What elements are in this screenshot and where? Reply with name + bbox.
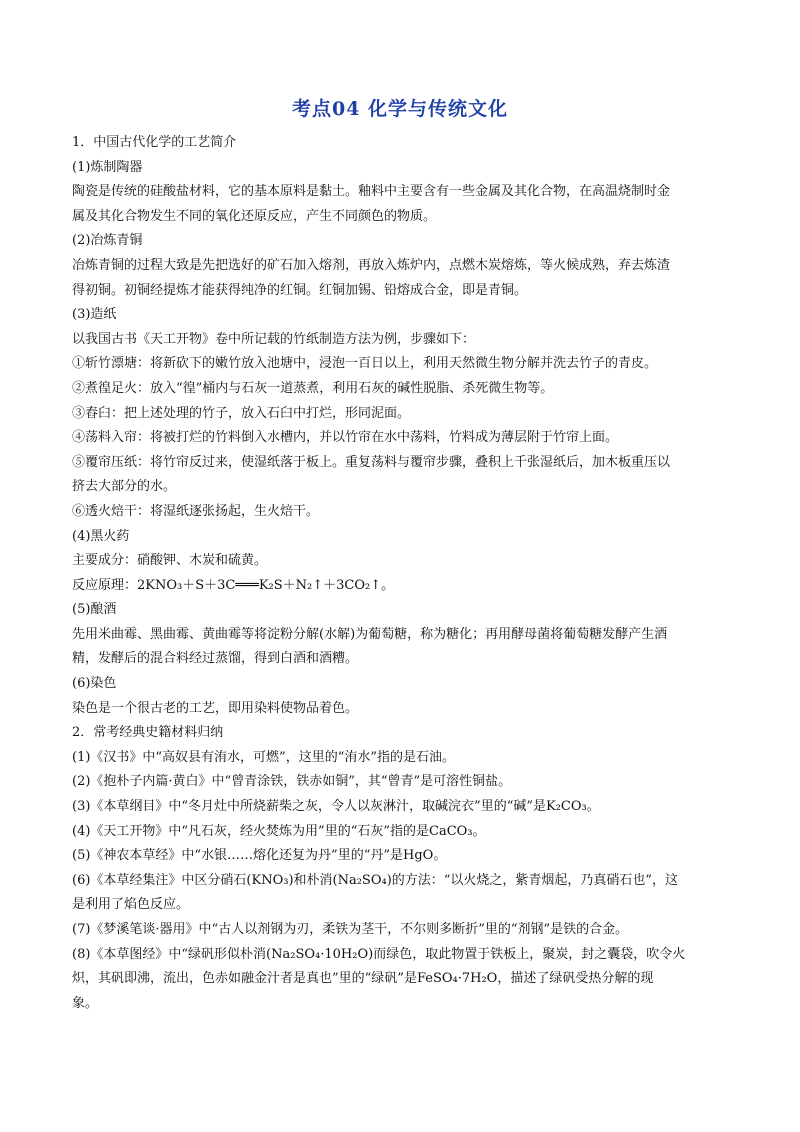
- text-line: 以我国古书《天工开物》卷中所记载的竹纸制造方法为例，步骤如下：: [72, 331, 476, 347]
- text-line: 炽，其矾即沸，流出，色赤如融金汁者是真也”里的“绿矾”是FeSO₄·7H₂O，描述了绿矾受热分解的现: [72, 971, 654, 987]
- text-line: 主要成分：硝酸钾、木炭和硫黄。: [72, 553, 268, 569]
- text-line: (1)《汉书》中“高奴县有洧水，可燃”，这里的“洧水”指的是石油。: [72, 749, 455, 765]
- text-line: (6)染色: [72, 676, 117, 692]
- text-line: 属及其化合物发生不同的氧化还原反应，产生不同颜色的物质。: [72, 208, 437, 224]
- text-line: 是利用了焰色反应。: [72, 897, 190, 913]
- text-line: 冶炼青铜的过程大致是先把选好的矿石加入熔剂，再放入炼炉内，点燃木炭熔炼，等火候成熟，弃去炼渣: [72, 257, 671, 273]
- text-line: 2．常考经典史籍材料归纳: [72, 725, 224, 741]
- text-line: 陶瓷是传统的硅酸盐材料，它的基本原料是黏土。釉料中主要含有一些金属及其化合物，在高温烧制时金: [72, 184, 671, 200]
- text-line: 反应原理：2KNO₃＋S＋3C═══K₂S＋N₂↑＋3CO₂↑。: [72, 577, 395, 593]
- text-line: 1．中国古代化学的工艺简介: [72, 135, 237, 150]
- text-line: (3)造纸: [72, 307, 117, 323]
- text-line: 象。: [72, 995, 99, 1011]
- text-line: (4)黑火药: [72, 528, 130, 544]
- text-line: (7)《梦溪笔谈·器用》中“古人以剂钢为刃，柔铁为茎干，不尔则多断折”里的“剂钢”是铁的合金。: [72, 922, 629, 937]
- text-line: ②煮徨足火：放入“徨”桶内与石灰一道蒸煮，利用石灰的碱性脱脂、杀死微生物等。: [72, 380, 554, 396]
- text-line: (5)酿酒: [72, 602, 117, 618]
- text-line: 精，发酵后的混合料经过蒸馏，得到白酒和酒糟。: [72, 651, 359, 667]
- text-line: (5)《神农本草经》中“水银……熔化还复为丹”里的“丹”是HgO。: [72, 848, 447, 864]
- text-line: 挤去大部分的水。: [72, 479, 177, 495]
- text-line: ⑤覆帘压纸：将竹帘反过来，使湿纸落于板上。重复荡料与覆帘步骤，叠积上千张湿纸后，加木板重压以: [72, 454, 671, 470]
- text-line: ④荡料入帘：将被打烂的竹料倒入水槽内，并以竹帘在水中荡料，竹料成为薄层附于竹帘上面。: [72, 430, 619, 446]
- text-line: (2)《抱朴子内篇·黄白》中“曾青涂铁，铁赤如铜”，其“曾青”是可溶性铜盐。: [72, 774, 512, 790]
- text-line: (6)《本草经集注》中区分硝石(KNO₃)和朴消(Na₂SO₄)的方法：“以火烧之，紫青烟起，乃真硝石也”，这: [72, 872, 679, 888]
- text-line: (3)《本草纲目》中“冬月灶中所烧薪柴之灰，令人以灰淋汁，取碱浣衣”里的“碱”是K₂CO₃。: [72, 799, 600, 815]
- text-line: 得初铜。初铜经提炼才能获得纯净的红铜。红铜加锡、铅熔成合金，即是青铜。: [72, 282, 528, 298]
- text-line: (1)炼制陶器: [72, 159, 143, 175]
- text-line: (4)《天工开物》中“凡石灰，经火焚炼为用”里的“石灰”指的是CaCO₃。: [72, 823, 486, 839]
- text-line: 先用米曲霉、黑曲霉、黄曲霉等将淀粉分解(水解)为葡萄糖，称为糖化；再用酵母菌将葡萄糖发酵产生酒: [72, 626, 668, 642]
- text-line: ⑥透火焙干：将湿纸逐张扬起，生火焙干。: [72, 503, 320, 519]
- text-line: ③舂臼：把上述处理的竹子，放入石臼中打烂，形同泥面。: [72, 405, 411, 421]
- text-line: (8)《本草图经》中“绿矾形似朴消(Na₂SO₄·10H₂O)而绿色，取此物置于铁板上，聚炭，封之囊袋，吹令火: [72, 946, 686, 962]
- document-body: [72, 131, 728, 1016]
- text-line: ①斩竹漂塘：将新砍下的嫩竹放入池塘中，浸泡一百日以上，利用天然微生物分解并洗去竹子的青皮。: [72, 356, 658, 372]
- page-title: 考点04 化学与传统文化: [291, 98, 509, 120]
- text-line: 染色是一个很古老的工艺，即用染料使物品着色。: [72, 700, 359, 716]
- text-line: (2)冶炼青铜: [72, 233, 143, 249]
